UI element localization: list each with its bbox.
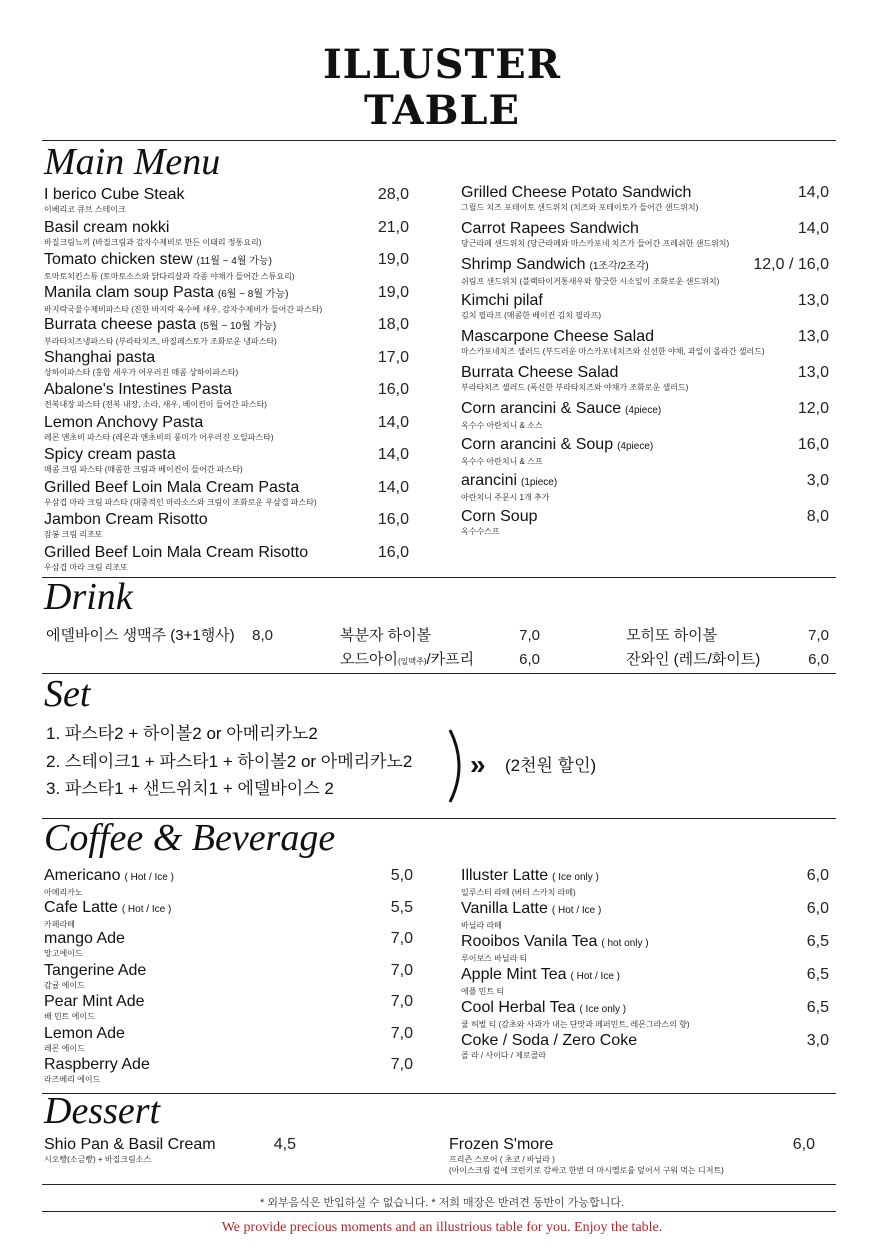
menu-item-name bbox=[44, 446, 409, 464]
menu-item-price: 14,0 bbox=[797, 220, 829, 237]
drink-item-name: 잔와인 (레드/화이트) bbox=[626, 651, 761, 668]
menu-item-name-text: Lemon Anchovy Pasta bbox=[44, 413, 204, 431]
menu-item-note: (1piece) bbox=[521, 477, 558, 488]
menu-item-desc: 쿨 허벌 티 (감초와 사과가 내는 단맛과 페퍼민트, 레몬그라스의 향) bbox=[461, 1020, 690, 1029]
menu-item-name-text: Carrot Rapees Sandwich bbox=[461, 220, 639, 237]
menu-item bbox=[44, 930, 413, 962]
section-heading-main-menu: Main Menu bbox=[44, 141, 221, 183]
menu-item-desc: 부라타치즈 샐러드 (폭신한 부라타치즈와 야채가 조화로운 샐러드) bbox=[461, 383, 689, 392]
menu-item-desc: 루이보스 바닐라 티 bbox=[461, 954, 528, 963]
menu-item-name-text: Americano bbox=[44, 867, 121, 884]
logo-title-line1: ILLUSTER bbox=[322, 41, 562, 88]
menu-item-name bbox=[44, 186, 409, 204]
menu-item-name-text: I berico Cube Steak bbox=[44, 186, 185, 203]
drink-item-price: 6,0 bbox=[808, 651, 829, 668]
menu-item-name bbox=[44, 899, 413, 919]
menu-item-name bbox=[461, 292, 829, 310]
menu-item-desc: 우삼겹 마라 크림 파스타 (대중적인 마라소스와 크림이 조화로운 우삼겹 파스타) bbox=[44, 497, 317, 507]
menu-item-name-text: Lemon Ade bbox=[44, 1024, 125, 1042]
menu-item bbox=[44, 414, 409, 447]
menu-item-desc: 감귤 에이드 bbox=[44, 980, 85, 990]
menu-item-name bbox=[44, 349, 409, 367]
menu-item-name-text: Corn Soup bbox=[461, 508, 538, 525]
divider bbox=[42, 1093, 836, 1094]
menu-item-name-text: Cool Herbal Tea bbox=[461, 999, 576, 1016]
menu-item-name bbox=[461, 184, 829, 202]
menu-item-name bbox=[44, 251, 409, 271]
menu-item-price: 7,0 bbox=[390, 1024, 413, 1042]
drink-item-name: 모히또 하이볼 bbox=[626, 627, 718, 644]
drink-item-name: 복분자 하이볼 bbox=[340, 627, 432, 644]
menu-item-price: 28,0 bbox=[377, 186, 409, 203]
menu-item-desc: 레몬 에이드 bbox=[44, 1043, 85, 1053]
menu-item-desc: 그릴드 치즈 포테이토 샌드위치 (치즈와 포테이토가 들어간 샌드위치) bbox=[461, 203, 699, 212]
menu-item-name-text: Rooibos Vanila Tea bbox=[461, 933, 598, 950]
dessert-item-price: 6,0 bbox=[792, 1136, 815, 1153]
menu-item-price: 16,0 bbox=[377, 543, 409, 561]
menu-item bbox=[461, 220, 829, 256]
menu-item bbox=[461, 1032, 829, 1065]
menu-item bbox=[461, 966, 829, 999]
drink-item-name: 에델바이스 생맥주 (3+1행사) bbox=[46, 627, 235, 644]
tagline: We provide precious moments and an illustrious table for you. Enjoy the table. bbox=[221, 1220, 663, 1235]
divider bbox=[42, 577, 836, 578]
menu-item-desc: 토마토치킨스튜 (토마토소스와 닭다리살과 각종 야채가 들어간 스튜요리) bbox=[44, 272, 295, 281]
menu-item-price: 8,0 bbox=[806, 508, 829, 525]
menu-item-desc: 애플 민트 티 bbox=[461, 987, 505, 996]
menu-item-price: 6,5 bbox=[806, 999, 829, 1016]
menu-item-desc: 당근라페 샌드위치 (당근라페와 마스카포네 치즈가 들어간 프레쉬한 샌드위치) bbox=[461, 239, 730, 248]
menu-item-price: 13,0 bbox=[797, 328, 829, 345]
menu-item-price: 7,0 bbox=[390, 961, 413, 979]
menu-item-name-text: arancini bbox=[461, 472, 518, 489]
menu-item-name bbox=[461, 508, 829, 526]
menu-item-desc: 마스카포네치즈 샐러드 (부드러운 마스카포네치즈와 신선한 야채, 과일이 올라간 샐러드) bbox=[461, 347, 765, 356]
menu-item bbox=[461, 472, 829, 508]
menu-item-price: 18,0 bbox=[377, 316, 409, 333]
menu-item bbox=[461, 364, 829, 400]
drink-item-price: 7,0 bbox=[808, 627, 829, 644]
menu-item-price: 7,0 bbox=[390, 930, 413, 947]
menu-item-name bbox=[461, 328, 829, 346]
menu-item-name bbox=[44, 381, 409, 399]
set-line: 3. 파스타1 + 샌드위치1 + 에델바이스 2 bbox=[46, 779, 334, 798]
menu-item bbox=[461, 184, 829, 220]
menu-item-name bbox=[461, 900, 829, 920]
menu-item-price: 6,5 bbox=[806, 933, 829, 950]
menu-item-desc: 옥수수 아란치니 & 스프 bbox=[461, 457, 543, 466]
menu-item-desc: 부라타치즈냉파스타 (부라타치즈, 바질페스토가 조화로운 냉파스타) bbox=[44, 337, 277, 346]
menu-item-desc: 바닐라 라떼 bbox=[461, 921, 502, 930]
menu-item bbox=[461, 328, 829, 364]
dessert-item-desc-detail: (아이스크림 겉에 크런키로 감싸고 한번 더 마시멜로를 덮어서 구워 먹는 디저트) bbox=[449, 1166, 724, 1175]
menu-item-note: ( Hot / Ice ) bbox=[570, 971, 620, 982]
section-heading-coffee: Coffee & Beverage bbox=[44, 817, 336, 859]
menu-item-note: ( Hot / Ice ) bbox=[124, 872, 174, 883]
menu-item-desc: 전복내장 파스타 (전복 내장, 소라, 새우, 베이컨이 들어간 파스타) bbox=[44, 400, 267, 409]
menu-item-price: 14,0 bbox=[377, 413, 409, 431]
menu-item-note: (6월 ~ 8월 가능) bbox=[217, 288, 289, 300]
menu-item-price: 6,5 bbox=[806, 966, 829, 983]
divider bbox=[42, 673, 836, 674]
menu-item-name bbox=[44, 1056, 413, 1074]
menu-item bbox=[44, 899, 413, 931]
menu-item-desc: 우삼겹 마라 크림 리조또 bbox=[44, 562, 128, 572]
menu-item-name-text: Basil cream nokki bbox=[44, 218, 170, 236]
menu-item-price: 16,0 bbox=[377, 381, 409, 398]
menu-item-name-text: Burrata Cheese Salad bbox=[461, 364, 619, 381]
menu-item-price: 7,0 bbox=[390, 993, 413, 1010]
menu-item bbox=[461, 999, 829, 1032]
menu-item-name-text: Shanghai pasta bbox=[44, 348, 156, 366]
menu-item-name-text: Apple Mint Tea bbox=[461, 966, 567, 983]
menu-item-name bbox=[461, 1032, 829, 1050]
menu-item-name-text: Coke / Soda / Zero Coke bbox=[461, 1032, 638, 1049]
menu-item-desc: 쉬림프 샌드위치 (블랙타이거통새우와 향긋한 시소잎이 조화로운 샌드위치) bbox=[461, 277, 720, 286]
drink-item-price: 7,0 bbox=[519, 627, 540, 644]
dessert-item bbox=[44, 1136, 296, 1165]
menu-item-desc: 매콤 크림 파스타 (매콤한 크림과 베이컨이 들어간 파스타) bbox=[44, 465, 243, 474]
drink-item-price: 6,0 bbox=[519, 651, 540, 668]
menu-item-name bbox=[461, 867, 829, 887]
logo-title-line2: TABLE bbox=[363, 87, 521, 134]
menu-item bbox=[461, 400, 829, 436]
menu-item bbox=[44, 251, 409, 284]
main-menu-left-column bbox=[44, 186, 409, 576]
menu-item-name-text: Illuster Latte bbox=[461, 867, 549, 884]
drink-item-name-main: 오드아이 bbox=[340, 651, 398, 668]
menu-item-name bbox=[44, 544, 409, 562]
menu-item-price: 16,0 bbox=[797, 436, 829, 453]
menu-item-name bbox=[461, 933, 829, 953]
footnote: * 외부음식은 반입하실 수 없습니다. * 저희 매장은 반려견 동반이 가능합니다. bbox=[259, 1197, 624, 1209]
menu-item-name bbox=[44, 1025, 413, 1043]
menu-item-price: 5,0 bbox=[390, 867, 413, 884]
menu-item-note: (11월 ~ 4월 가능) bbox=[196, 256, 272, 267]
menu-item bbox=[44, 1056, 413, 1088]
menu-item-price: 7,0 bbox=[390, 1056, 413, 1073]
main-menu-right-column bbox=[461, 184, 829, 544]
menu-item-desc: 옥수수 아란치니 & 소스 bbox=[461, 421, 543, 430]
menu-item-name-text: Cafe Latte bbox=[44, 898, 118, 916]
menu-item-desc: 라즈베리 에이드 bbox=[44, 1075, 101, 1084]
menu-item bbox=[44, 544, 409, 577]
menu-item-desc: 카페라떼 bbox=[44, 919, 75, 929]
divider bbox=[42, 1211, 836, 1212]
menu-item-desc: 상하이파스타 (홍합 새우가 어우러진 매콤 상하이파스타) bbox=[44, 367, 239, 377]
menu-item-price: 19,0 bbox=[377, 251, 409, 268]
menu-item-price: 3,0 bbox=[806, 472, 829, 489]
section-heading-set: Set bbox=[44, 673, 91, 715]
menu-item-desc: 콜 라 / 사이다 / 제로콜라 bbox=[461, 1051, 547, 1060]
menu-item-note: (5월 ~ 10월 가능) bbox=[200, 321, 277, 332]
dessert-item-name: Frozen S'more bbox=[449, 1136, 554, 1153]
menu-item-name bbox=[461, 220, 829, 238]
drink-item-name-suffix: /카프리 bbox=[426, 651, 475, 668]
set-line: 2. 스테이크1 + 파스타1 + 하이볼2 or 아메리카노2 bbox=[46, 752, 413, 771]
menu-item-price: 13,0 bbox=[797, 364, 829, 381]
menu-item-price: 17,0 bbox=[377, 348, 409, 366]
menu-item-name bbox=[44, 867, 413, 887]
menu-item-name-text: Manila clam soup Pasta bbox=[44, 283, 214, 301]
menu-item-name bbox=[44, 511, 409, 529]
menu-item bbox=[44, 479, 409, 512]
menu-item-price: 16,0 bbox=[377, 511, 409, 528]
dessert-item bbox=[449, 1136, 815, 1176]
menu-item-price: 5,5 bbox=[390, 898, 413, 916]
menu-item-desc: 이베리코 큐브 스테이크 bbox=[44, 205, 126, 214]
menu-item-name-text: Tomato chicken stew bbox=[44, 251, 193, 268]
menu-item-desc: 바지락국물수제비파스타 (진한 바지락 육수에 새우, 감자수제비가 들어간 파스타) bbox=[44, 304, 323, 314]
menu-item-price: 12,0 / 16,0 bbox=[753, 256, 829, 273]
menu-item-price: 14,0 bbox=[377, 478, 409, 496]
menu-item bbox=[44, 962, 413, 994]
menu-item bbox=[44, 219, 409, 252]
menu-item-note: ( Ice only ) bbox=[552, 872, 599, 883]
menu-item-name-text: Vanilla Latte bbox=[461, 900, 548, 917]
menu-item bbox=[461, 256, 829, 292]
menu-item bbox=[44, 867, 413, 899]
menu-item-price: 14,0 bbox=[797, 184, 829, 201]
menu-item-name bbox=[44, 219, 409, 237]
menu-item-name bbox=[461, 472, 829, 492]
menu-item bbox=[44, 186, 409, 219]
menu-item-price: 6,0 bbox=[806, 900, 829, 917]
menu-item bbox=[44, 284, 409, 317]
coffee-left-column bbox=[44, 867, 413, 1088]
menu-item-name-text: Raspberry Ade bbox=[44, 1056, 150, 1073]
menu-item-desc: 일루스터 라떼 (버터 스카치 라떼) bbox=[461, 888, 576, 897]
menu-item-desc: 옥수수스프 bbox=[461, 527, 500, 536]
coffee-right-column bbox=[461, 867, 829, 1065]
menu-item-name bbox=[44, 962, 413, 980]
menu-item-name bbox=[44, 316, 409, 336]
menu-item-note: (4piece) bbox=[625, 405, 662, 416]
bracket-icon bbox=[446, 728, 468, 804]
menu-item-price: 19,0 bbox=[377, 283, 409, 301]
menu-item-name bbox=[44, 284, 409, 304]
menu-item-name bbox=[44, 414, 409, 432]
menu-item-name bbox=[461, 400, 829, 420]
menu-item-name bbox=[461, 364, 829, 382]
menu-item bbox=[461, 900, 829, 933]
menu-item-desc: 김치 필라프 (매콤한 베이컨 김치 필라프) bbox=[461, 311, 602, 320]
menu-item-name-text: Corn arancini & Sauce bbox=[461, 400, 622, 417]
menu-item-name-text: Grilled Beef Loin Mala Cream Pasta bbox=[44, 478, 300, 496]
menu-item-name-text: Pear Mint Ade bbox=[44, 993, 145, 1010]
menu-item-price: 13,0 bbox=[797, 292, 829, 309]
menu-item bbox=[461, 508, 829, 544]
section-heading-dessert: Dessert bbox=[44, 1090, 161, 1132]
menu-item bbox=[461, 292, 829, 328]
menu-item-name bbox=[461, 966, 829, 986]
menu-item bbox=[461, 867, 829, 900]
menu-item-desc: 배 민트 에이드 bbox=[44, 1012, 95, 1021]
dessert-item-desc: 프리즌 스모어 ( 초코 / 바닐라 ) bbox=[449, 1155, 555, 1164]
menu-item-name-text: Jambon Cream Risotto bbox=[44, 511, 208, 528]
menu-item-name-text: Burrata cheese pasta bbox=[44, 316, 197, 333]
set-line: 1. 파스타2 + 하이볼2 or 아메리카노2 bbox=[46, 724, 318, 743]
menu-item bbox=[44, 1025, 413, 1057]
menu-item-price: 6,0 bbox=[806, 867, 829, 884]
menu-item bbox=[44, 446, 409, 479]
menu-item-name-text: Grilled Beef Loin Mala Cream Risotto bbox=[44, 543, 309, 561]
menu-item-name-text: Corn arancini & Soup bbox=[461, 436, 614, 453]
menu-item-name bbox=[461, 999, 829, 1019]
set-discount: (2천원 할인) bbox=[505, 756, 597, 775]
drink-item-name bbox=[340, 651, 474, 671]
menu-item bbox=[44, 316, 409, 349]
menu-item-name-text: Shrimp Sandwich bbox=[461, 256, 586, 273]
menu-item-price: 14,0 bbox=[377, 446, 409, 463]
menu-item-desc: 바질크림뇨끼 (바질크림과 감자수제비로 만든 이태리 정통요리) bbox=[44, 237, 262, 247]
menu-item bbox=[44, 349, 409, 382]
menu-item-name bbox=[44, 993, 413, 1011]
menu-item-name-text: Grilled Cheese Potato Sandwich bbox=[461, 184, 692, 201]
menu-item-note: ( Ice only ) bbox=[579, 1004, 627, 1015]
menu-item-desc: 레몬 앤초비 파스타 (레몬과 앤초비의 풍미가 어우러진 오일파스타) bbox=[44, 432, 274, 442]
drink-item-price: 8,0 bbox=[252, 627, 273, 644]
menu-item-name-text: Spicy cream pasta bbox=[44, 446, 176, 463]
menu-item-name-text: Kimchi pilaf bbox=[461, 292, 543, 309]
menu-item-name bbox=[44, 479, 409, 497]
menu-item bbox=[461, 436, 829, 472]
dessert-item-price: 4,5 bbox=[273, 1136, 296, 1153]
menu-item-desc: 아란치니 주문시 1개 추가 bbox=[461, 493, 550, 502]
menu-item-price: 21,0 bbox=[377, 218, 409, 236]
menu-item-note: ( hot only ) bbox=[601, 938, 649, 949]
dessert-item-desc: 시오빵(소금빵) + 바질크림소스 bbox=[44, 1155, 152, 1164]
menu-item bbox=[461, 933, 829, 966]
menu-item-note: ( Hot / Ice ) bbox=[121, 903, 172, 915]
menu-item-note: (1조각/2조각) bbox=[589, 261, 649, 272]
menu-item-note: ( Hot / Ice ) bbox=[551, 905, 602, 916]
menu-item-name-text: mango Ade bbox=[44, 930, 125, 947]
menu-item bbox=[44, 511, 409, 544]
double-chevron-icon: » bbox=[470, 749, 486, 780]
divider bbox=[42, 1184, 836, 1185]
menu-item-name bbox=[461, 436, 829, 456]
menu-item-desc: 아메리카노 bbox=[44, 888, 83, 897]
menu-item-price: 3,0 bbox=[806, 1032, 829, 1049]
menu-item-note: (4piece) bbox=[617, 441, 654, 452]
drink-item-sub: (일맥주) bbox=[397, 657, 427, 666]
menu-item bbox=[44, 993, 413, 1025]
menu-item-name-text: Tangerine Ade bbox=[44, 961, 147, 979]
menu-item-name bbox=[44, 930, 413, 948]
menu-item-price: 12,0 bbox=[797, 400, 829, 417]
section-heading-drink: Drink bbox=[44, 576, 133, 618]
menu-item-desc: 망고에이드 bbox=[44, 949, 83, 958]
menu-item bbox=[44, 381, 409, 414]
menu-item-desc: 잠봉 크림 리조또 bbox=[44, 530, 103, 539]
menu-item-name-text: Mascarpone Cheese Salad bbox=[461, 328, 655, 345]
menu-item-name-text: Abalone's Intestines Pasta bbox=[44, 381, 233, 398]
dessert-item-name: Shio Pan & Basil Cream bbox=[44, 1136, 216, 1153]
